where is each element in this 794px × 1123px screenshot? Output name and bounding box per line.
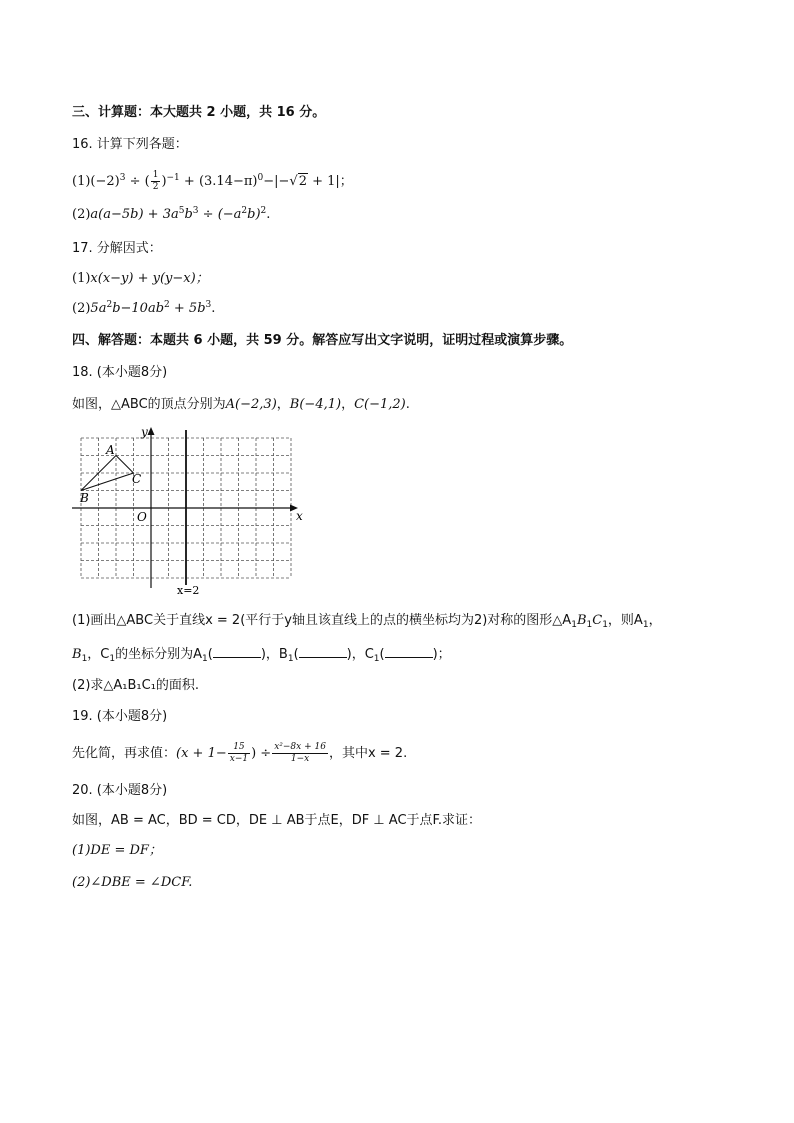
q18-part1-line1: (1)画出△ABC关于直线x = 2(平行于y轴且该直线上的点的横坐标均为2)对称的图形$\triangle A_1B_1C_1$，则$A_1$， [72,613,662,630]
q20-heading: 20. (本小题8分) [72,783,168,798]
q17-stem: 17. 分解因式： [72,241,162,256]
q19-heading: 19. (本小题8分) [72,709,168,724]
q18-coordinate-figure [70,420,310,595]
q20-part2: (2)∠DBE = ∠DCF. [72,875,193,890]
answer-blank-b1[interactable] [299,645,347,658]
q18-intro: 如图，△ABC的顶点分别为A(−2,3)，B(−4,1)，C(−1,2). [72,397,410,412]
q17-part2: $(2)5a^2b-10ab^2 + 5b^3$. [72,300,216,316]
section-4-title: 四、解答题：本题共 6 小题，共 59 分。解答应写出文字说明，证明过程或演算步骤。 [72,333,573,348]
q18-part2: (2)求△A₁B₁C₁的面积. [72,678,200,693]
q19-body: 先化简，再求值：(x + 1− $\frac{15}{x-1}$ ) ÷ $\frac{\text{x²−8x + 16}}{1-x}$ ，其中x = 2. [72,742,408,764]
answer-blank-c1[interactable] [385,645,433,658]
q18-heading: 18. (本小题8分) [72,365,168,380]
point-a-label: A [106,443,115,457]
section-3-title: 三、计算题：本大题共 2 小题，共 16 分。 [72,105,326,120]
line-x-equals-2-label: x=2 [177,584,200,595]
y-axis-arrow [148,427,155,435]
q16-stem: 16. 计算下列各题： [72,137,188,152]
answer-blank-a1[interactable] [213,645,261,658]
q20-intro: 如图，AB = AC，BD = CD，DE ⊥ AB于点E，DF ⊥ AC于点F.求证： [72,813,482,828]
q17-part1: (1)x(x−y) + y(y−x)； [72,271,209,286]
point-c-label: C [132,472,142,486]
origin-label: O [137,510,147,524]
q16-part2: $(2)a(a-5b) + 3a^5b^3 \div (-a^2b)^2$. [72,206,271,222]
q18-part1-line2: $B_1$，$C_1$的坐标分别为$A_1$( )，$B_1$( )，$C_1$( )； [72,647,451,664]
y-axis-label: y [141,425,148,439]
point-b-label: B [80,491,89,505]
x-axis-label: x [296,509,303,523]
q16-part1: $(1)(-2)^3$ ÷ ( $\frac{1}{2}$ )$^{-1} + (3.14-\pi)^0-|-√2 + 1|$； [72,170,353,192]
q20-part1: (1)DE = DF； [72,843,162,858]
